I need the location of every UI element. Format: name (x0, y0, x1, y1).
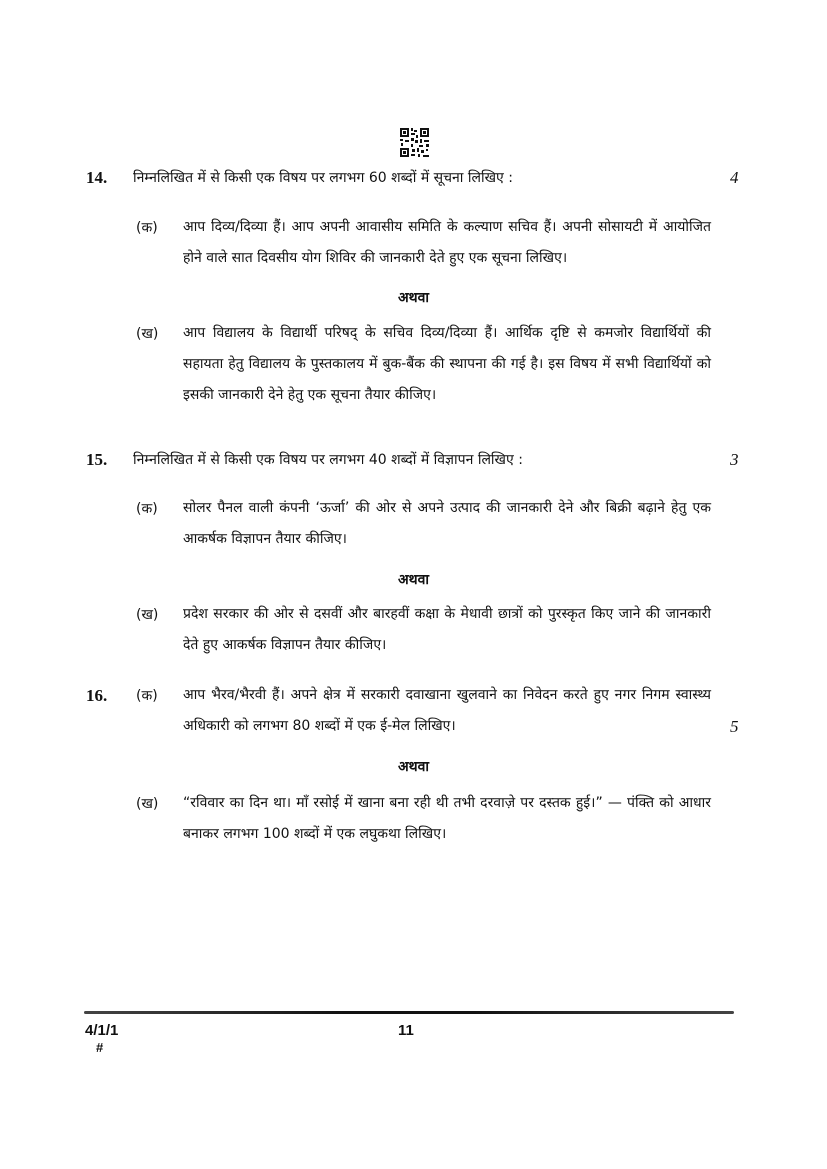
option-label: (ख) (136, 607, 159, 623)
question-number: 15. (86, 450, 108, 469)
athva-separator: अथवा (397, 759, 430, 775)
question-stem: निम्नलिखित में से किसी एक विषय पर लगभग 40 शब्दों में विज्ञापन लिखिए : (133, 452, 523, 468)
question-marks: 5 (730, 717, 739, 736)
option-text: आप विद्यालय के विद्यार्थी परिषद् के सचिव दिव्य/दिव्या हैं। आर्थिक दृष्टि से कमजोर विद्यार्थियों की सहायता हेतु विद्यालय के पुस्तकालय में बुक-बैंक की स्थापना की गई है। इस विषय में सभी विद्यार्थियों को इसकी जानकारी देने हेतु एक सूचना तैयार कीजिए। (183, 325, 711, 403)
option-label: (ख) (136, 796, 159, 812)
athva-separator: अथवा (397, 290, 430, 306)
athva-separator: अथवा (397, 572, 430, 588)
footer-rule (84, 1011, 734, 1014)
option-label: (क) (136, 501, 158, 517)
paper-code: 4/1/1 (85, 1022, 119, 1039)
question-number: 16. (86, 686, 108, 705)
option-text: प्रदेश सरकार की ओर से दसवीं और बारहवीं कक्षा के मेधावी छात्रों को पुरस्कृत किए जाने की जानकारी देते हुए आकर्षक विज्ञापन तैयार कीजिए। (183, 606, 711, 653)
question-marks: 3 (730, 450, 739, 469)
option-text: आप भैरव/भैरवी हैं। अपने क्षेत्र में सरकारी दवाखाना खुलवाने का निवेदन करते हुए नगर निगम स्वास्थ्य अधिकारी को लगभग 80 शब्दों में एक ई-मेल लिखिए। (183, 687, 711, 734)
footer-mark: # (96, 1040, 104, 1055)
option-label: (ख) (136, 326, 159, 342)
option-text: आप दिव्य/दिव्या हैं। आप अपनी आवासीय समिति के कल्याण सचिव हैं। अपनी सोसायटी में आयोजित होने वाले सात दिवसीय योग शिविर की जानकारी देते हुए एक सूचना लिखिए। (183, 219, 711, 266)
qr-code-icon (399, 127, 430, 158)
option-text: “रविवार का दिन था। माँ रसोई में खाना बना रही थी तभी दरवाज़े पर दस्तक हुई।” — पंक्ति को आधार बनाकर लगभग 100 शब्दों में एक लघुकथा लिखिए। (183, 795, 711, 842)
question-number: 14. (86, 168, 108, 187)
question-marks: 4 (730, 168, 739, 187)
page-number: 11 (398, 1022, 414, 1039)
option-label: (क) (136, 220, 158, 236)
option-text: सोलर पैनल वाली कंपनी ‘ऊर्जा’ की ओर से अपने उत्पाद की जानकारी देने और बिक्री बढ़ाने हेतु एक आकर्षक विज्ञापन तैयार कीजिए। (183, 500, 711, 547)
option-label: (क) (136, 688, 158, 704)
question-stem: निम्नलिखित में से किसी एक विषय पर लगभग 60 शब्दों में सूचना लिखिए : (133, 170, 513, 186)
